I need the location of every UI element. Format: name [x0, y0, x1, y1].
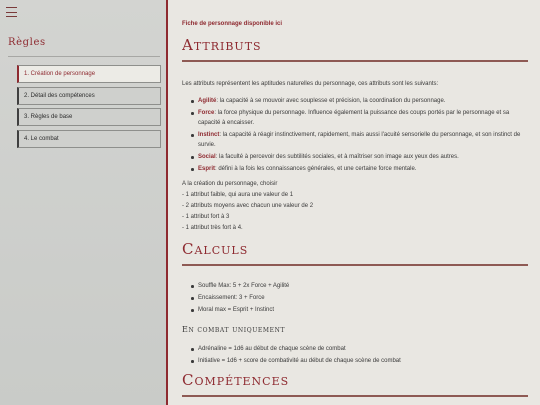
choice-intro: A la création du personnage, choisir — [182, 181, 278, 187]
list-item: Moral max = Esprit + Instinct — [191, 305, 525, 315]
main-content — [182, 0, 528, 405]
character-sheet-link[interactable]: Fiche de personnage disponible ici — [182, 21, 283, 27]
list-item: Instinct: la capacité à réagir instinctivement, rapidement, mais aussi l'acuité sensorielle du personnage, et son instinct de survie. — [191, 130, 525, 150]
list-item: Esprit: défini à la fois les connaissances générales, et une certaine force mentale. — [191, 164, 525, 174]
choice-line: - 1 attribut très fort à 4. — [182, 225, 243, 231]
calculs-list — [191, 281, 525, 317]
sidebar — [0, 0, 168, 405]
list-item: Initiative = 1d6 + score de combativité au début de chaque scène de combat — [191, 356, 525, 366]
list-item: Souffle Max: 5 + 2x Force + Agilité — [191, 281, 525, 291]
sidebar-item-regles-base[interactable]: 3. Règles de base — [17, 108, 161, 126]
choice-line: - 2 attributs moyens avec chacun une valeur de 2 — [182, 203, 314, 209]
section-divider — [182, 395, 528, 397]
subsection-title-combat: En combat uniquement — [182, 325, 286, 334]
list-item: Agilité: la capacité à se mouvoir avec souplesse et précision, la coordination du personnage. — [191, 96, 525, 106]
attributs-list — [191, 96, 525, 176]
combat-list — [191, 344, 525, 368]
choice-line: - 1 attribut faible, qui aura une valeur de 1 — [182, 192, 294, 198]
list-item: Adrénaline = 1d6 au début de chaque scène de combat — [191, 344, 525, 354]
sidebar-nav — [17, 65, 161, 151]
section-divider — [182, 264, 528, 266]
sidebar-item-competences[interactable]: 2. Détail des compétences — [17, 87, 161, 105]
sidebar-item-creation[interactable]: 1. Création de personnage — [17, 65, 161, 83]
section-title-calculs: Calculs — [182, 240, 249, 258]
menu-icon[interactable] — [6, 7, 17, 17]
list-item: Encaissement: 3 + Force — [191, 293, 525, 303]
attributs-intro: Les attributs représentent les aptitudes naturelles du personnage, ces attributs sont les suivants: — [182, 81, 439, 87]
section-title-attributs: Attributs — [182, 36, 262, 54]
list-item: Social: la faculté à percevoir des subtilités sociales, et à maîtriser son image aux yeux des autres. — [191, 152, 525, 162]
sidebar-item-combat[interactable]: 4. Le combat — [17, 130, 161, 148]
sidebar-title: Règles — [8, 37, 46, 48]
section-title-competences: Compétences — [182, 371, 290, 389]
section-divider — [182, 60, 528, 62]
list-item: Force: la force physique du personnage. Influence également la puissance des coups portés par le personnage et sa capacité à encaisser. — [191, 108, 525, 128]
choice-line: - 1 attribut fort à 3 — [182, 214, 230, 220]
sidebar-divider — [8, 56, 160, 57]
